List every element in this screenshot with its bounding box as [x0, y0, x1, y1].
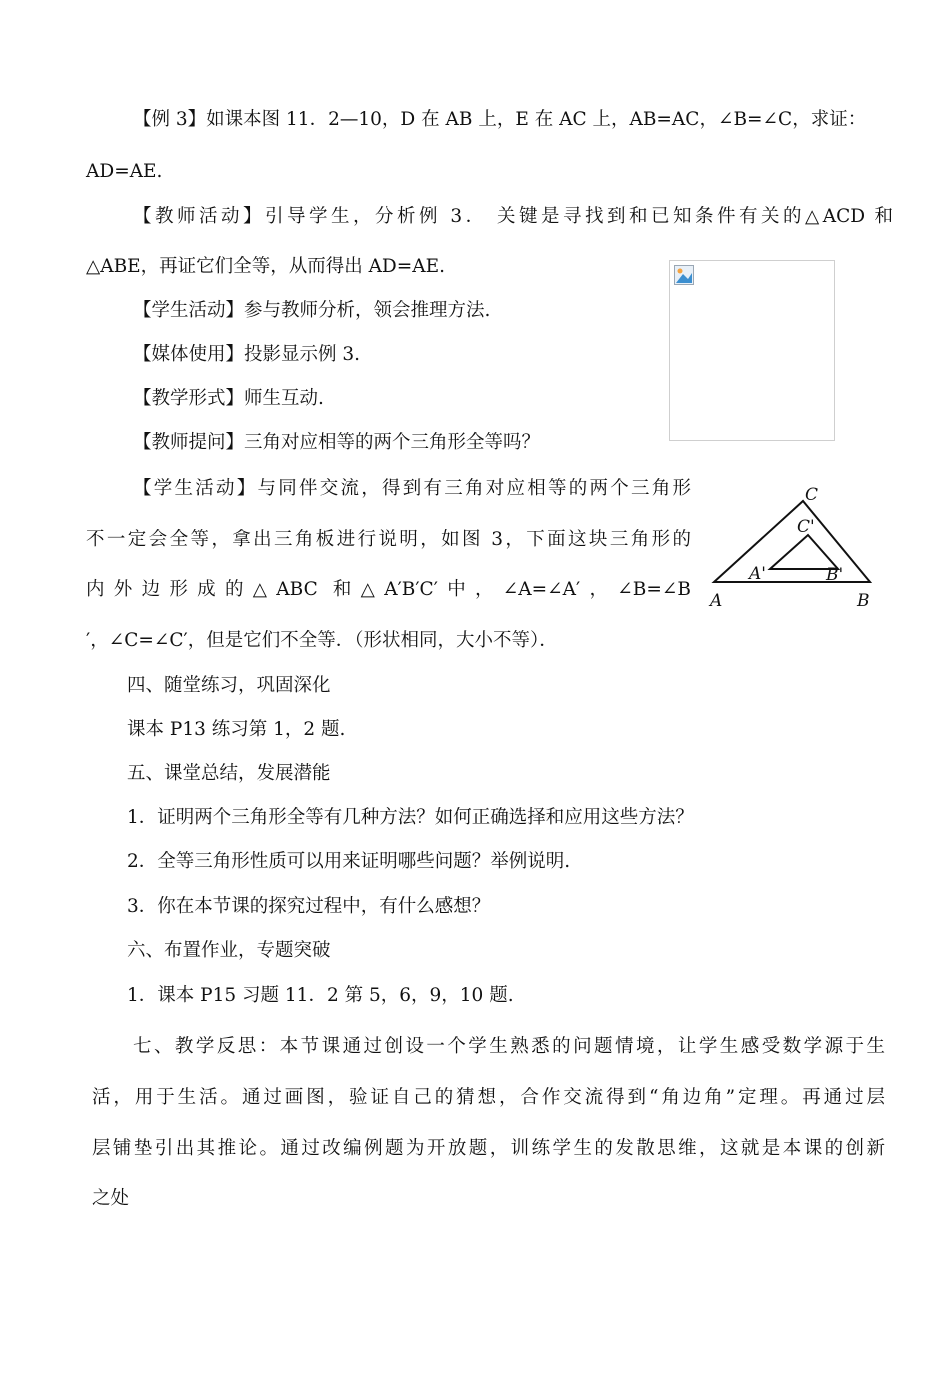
homework-item-1: 1．课本 P15 习题 11．2 第 5，6，9，10 题. [127, 985, 514, 1006]
section-4-title: 四、随堂练习，巩固深化 [127, 675, 331, 696]
reflection-line-3: 层铺垫引出其推论。通过改编例题为开放题，训练学生的发散思维，这就是本课的创新 [92, 1138, 885, 1159]
student-activity-1: 【学生活动】参与教师分析，领会推理方法. [133, 300, 491, 321]
teacher-question: 【教师提问】三角对应相等的两个三角形全等吗？ [133, 432, 541, 453]
reflection-line-2: 活，用于生活。通过画图，验证自己的猜想，合作交流得到“角边角”定理。再通过层 [92, 1087, 885, 1108]
teacher-activity-line-2: △ABE，再证它们全等，从而得出 AD=AE. [86, 256, 446, 277]
summary-question-2: 2．全等三角形性质可以用来证明哪些问题？举例说明. [127, 851, 571, 872]
label-A-prime: A' [749, 564, 766, 584]
broken-image-icon [674, 265, 694, 285]
triangle-figure [700, 478, 890, 618]
teacher-activity-line-1: 【教师活动】引导学生，分析例 3． 关键是寻找到和已知条件有关的△ACD 和 [133, 206, 893, 227]
label-C: C [805, 485, 819, 505]
student-activity-2-line-4: ′，∠C=∠C′，但是它们不全等．（形状相同，大小不等）． [86, 630, 558, 651]
student-activity-2-line-3: 内外边形成的△ABC 和△A′B′C′中，∠A=∠A′，∠B=∠B [86, 579, 691, 600]
section-6-title: 六、布置作业，专题突破 [127, 940, 331, 961]
inner-triangle [770, 535, 838, 569]
example-3-line-1: 【例 3】如课本图 11．2—10，D 在 AB 上，E 在 AC 上，AB=AC，∠B=∠C，求证： [133, 109, 867, 130]
summary-question-1: 1．证明两个三角形全等有几种方法？如何正确选择和应用这些方法？ [127, 807, 694, 828]
student-activity-2-line-1: 【学生活动】与同伴交流，得到有三角对应相等的两个三角形 [133, 478, 691, 499]
section-4-exercise: 课本 P13 练习第 1，2 题. [127, 719, 346, 740]
label-A: A [710, 591, 723, 611]
reflection-line-4: 之处 [92, 1188, 130, 1209]
media-use: 【媒体使用】投影显示例 3. [133, 344, 361, 365]
summary-question-3: 3．你在本节课的探究过程中，有什么感想？ [127, 896, 491, 917]
broken-image-placeholder [669, 260, 835, 441]
reflection-line-1: 七、教学反思：本节课通过创设一个学生熟悉的问题情境，让学生感受数学源于生 [133, 1036, 885, 1057]
label-B: B [857, 591, 870, 611]
example-3-line-2: AD=AE. [86, 161, 163, 182]
label-B-prime: B' [826, 565, 844, 585]
teaching-form: 【教学形式】师生互动. [133, 388, 324, 409]
section-5-title: 五、课堂总结，发展潜能 [127, 763, 331, 784]
label-C-prime: C' [797, 517, 815, 537]
student-activity-2-line-2: 不一定会全等，拿出三角板进行说明，如图 3，下面这块三角形的 [86, 529, 691, 550]
